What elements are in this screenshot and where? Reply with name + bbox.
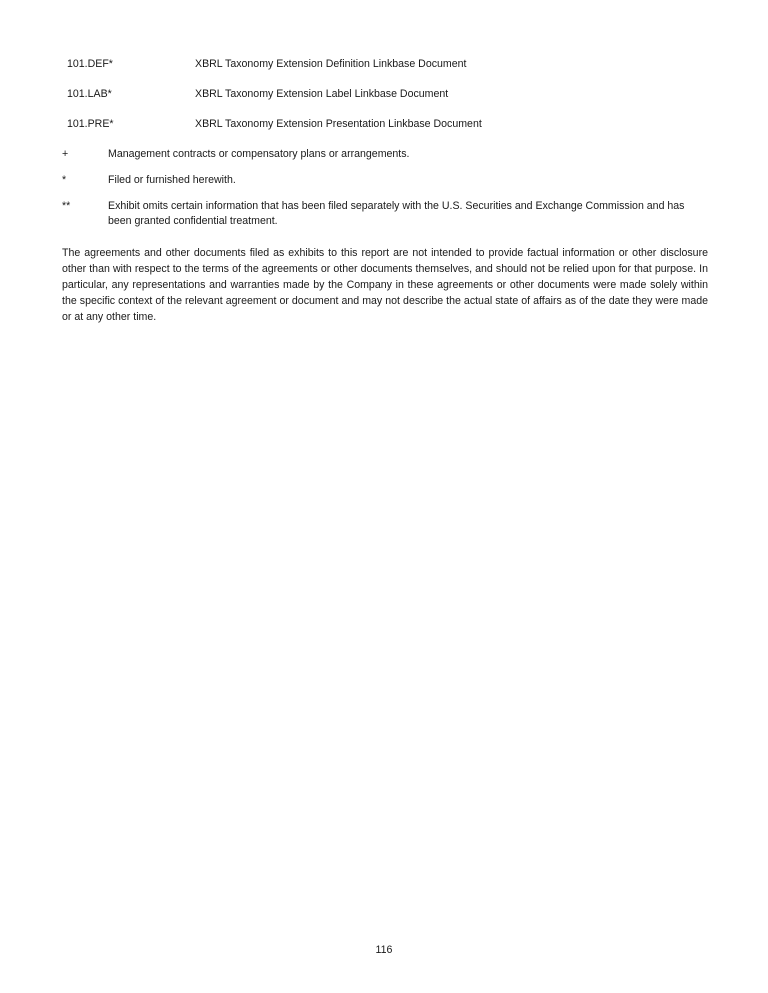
footnote-text: Exhibit omits certain information that has been filed separately with the U.S. Securities and Exchange Commission and has been granted confidential treatment. (108, 200, 685, 227)
exhibit-number: 101.LAB* (67, 88, 112, 100)
footnote-text: Management contracts or compensatory plans or arrangements. (108, 148, 410, 160)
footnote-mark: + (62, 148, 69, 160)
footnote (62, 147, 708, 162)
exhibit-description: XBRL Taxonomy Extension Label Linkbase Document (195, 88, 449, 100)
exhibit-description: XBRL Taxonomy Extension Presentation Linkbase Document (195, 118, 482, 130)
footnote (62, 173, 708, 188)
exhibit-description: XBRL Taxonomy Extension Definition Linkbase Document (195, 58, 467, 70)
exhibit-row (67, 117, 707, 132)
exhibit-number: 101.DEF* (67, 58, 113, 70)
footnote-mark: * (62, 174, 67, 186)
footnote (62, 199, 708, 229)
exhibit-row (67, 87, 707, 102)
footnote-mark: ** (62, 200, 71, 212)
disclaimer-paragraph: The agreements and other documents filed as exhibits to this report are not intended to provide factual information or other disclosure other than with respect to the terms of the agreements or other documents themselves, and should not be relied upon for that purpose. In particular, any representations and warranties made by the Company in these agreements or other documents were made solely within the specific context of the relevant agreement or document and may not describe the actual state of affairs as of the date they were made or at any other time. (62, 247, 708, 323)
footnote-text: Filed or furnished herewith. (108, 174, 236, 186)
page-number: 116 (375, 944, 393, 956)
exhibit-row (67, 57, 707, 72)
exhibit-number: 101.PRE* (67, 118, 114, 130)
footnote-list (62, 147, 708, 240)
exhibit-list (67, 57, 707, 147)
